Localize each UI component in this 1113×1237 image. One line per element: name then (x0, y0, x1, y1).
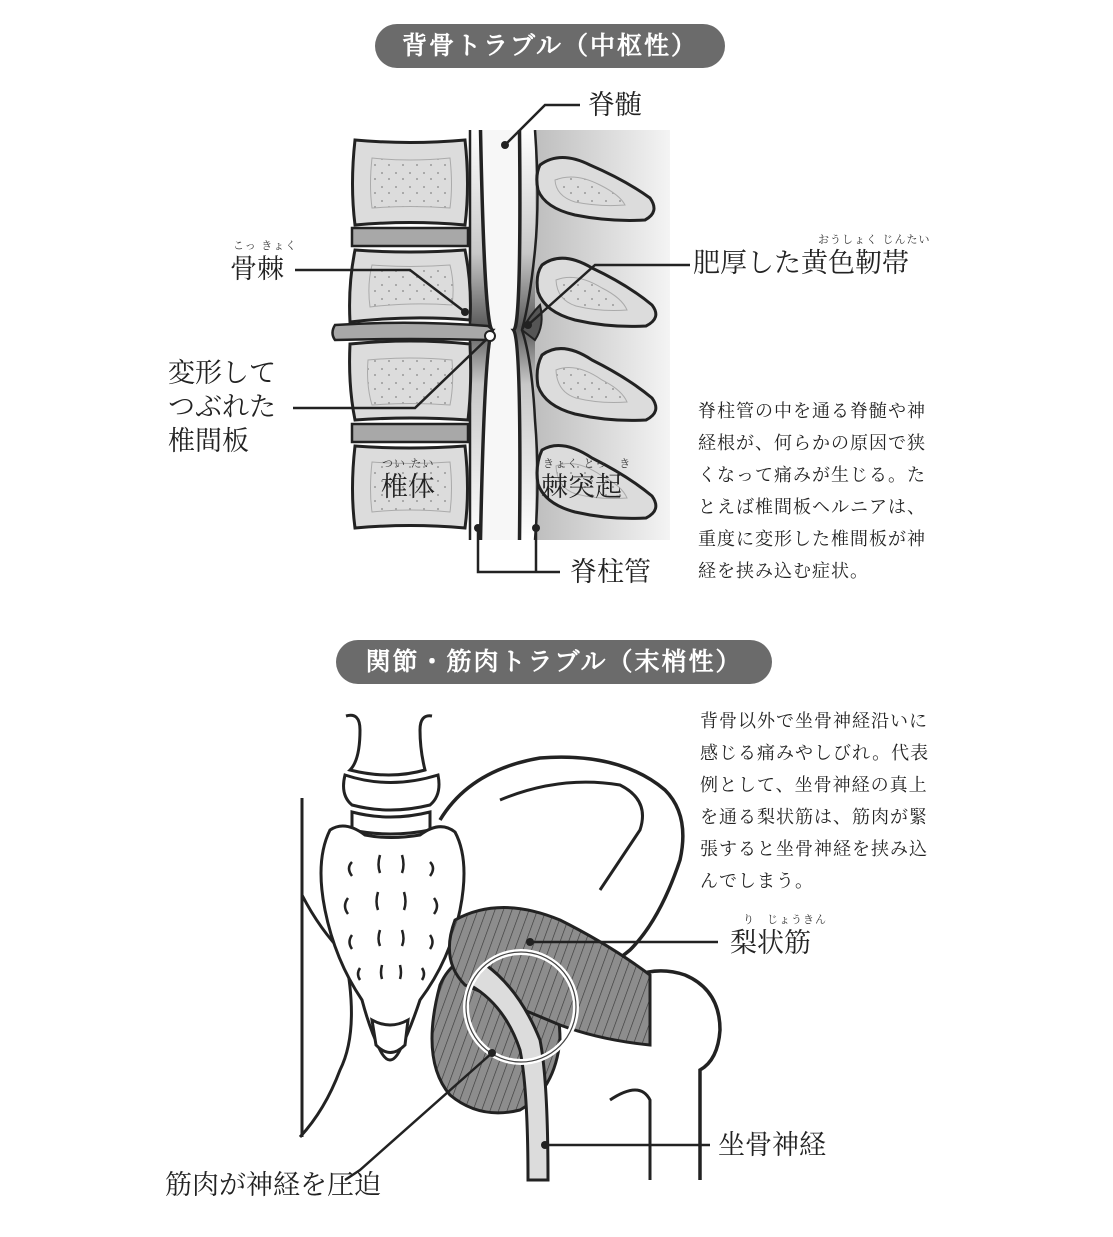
label-piriformis: 梨状筋 (730, 928, 811, 959)
section-title-spine: 背骨トラブル（中枢性） (375, 24, 725, 68)
label-bone-spur: 骨棘 (230, 254, 284, 285)
label-spinal-canal: 脊柱管 (570, 557, 651, 588)
section-title-hip: 関節・筋肉トラブル（末梢性） (336, 640, 772, 684)
label-disc-line2: つぶれた (168, 392, 276, 423)
label-spinous-process: 棘突起 (541, 472, 622, 503)
label-disc-line1: 変形して (168, 358, 276, 389)
ruby-bone-spur: こっ きょく (233, 239, 298, 252)
ruby-spinous-process: きょく とっ き (543, 457, 632, 470)
spine-description: 脊柱管の中を通る脊髄や神 経根が、何らかの原因で狭 くなって痛みが生じる。た とえば椎間板ヘルニアは、 重度に変形した椎間板が神 経を挟み込む症状。 (698, 401, 926, 582)
label-ligament: 肥厚した黄色靭帯 (693, 248, 909, 279)
hip-description: 背骨以外で坐骨神経沿いに 感じる痛みやしびれ。代表 例として、坐骨神経の真上 を通る梨状筋は、筋肉が緊 張すると坐骨神経を挟み込 んでしまう。 (700, 711, 930, 892)
label-vertebra: 椎体 (381, 472, 435, 503)
label-spinal-cord: 脊髄 (588, 90, 642, 121)
label-sciatic-nerve: 坐骨神経 (718, 1130, 826, 1161)
label-disc-line3: 椎間板 (168, 426, 249, 457)
label-compression: 筋肉が神経を圧迫 (165, 1170, 381, 1201)
ruby-piriformis: り じょうきん (743, 913, 827, 926)
ruby-ligament: おうしょく じんたい (818, 233, 931, 246)
hip-diagram (300, 715, 720, 1180)
ruby-vertebra: つい たい (382, 457, 435, 470)
